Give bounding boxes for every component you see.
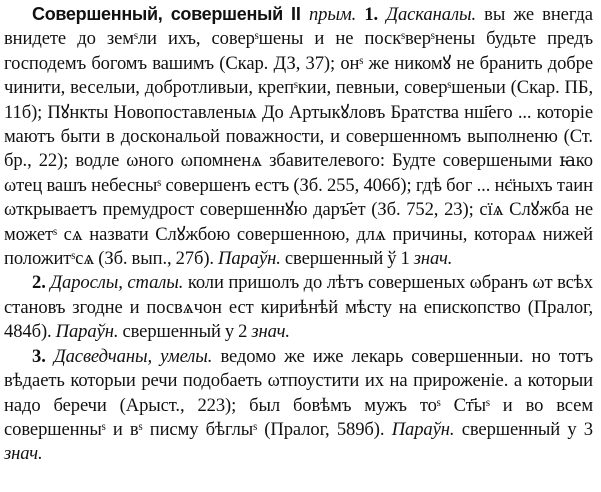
cross-reference-text: свершенный у 3 (454, 418, 593, 440)
sense-citations: коли пришолъ до лѣтъ совершеных ωбранъ ωт всѣх становъ згодне и посвѧчон ест кириѣнѣй мѣсту на епископство (Пралог, 484б). (4, 272, 593, 343)
sense-citations: ведомо же иже лекарь совершенныи. но тотъ вѣдаеть которыи речи подобаеть ωтпоустити их на прироженіе. а которыи надо беречи (Арыст., 223); был бовѣмъ мужъ тоˢ Ст҃ыˢ и во всем совершенныˢ и вˢ писму бѣглыˢ (Пралог, 589б). (4, 345, 593, 440)
sense-number: 3. (32, 345, 46, 367)
sense-number: 1. (364, 4, 379, 25)
entry-paragraph-sense-2 (4, 271, 593, 344)
sense-gloss: Дарослы, сталы. (50, 272, 184, 294)
cross-reference-znach: знач. (413, 248, 453, 270)
cross-reference-label: Параўн. (218, 248, 281, 270)
cross-reference-text: свершенный ў 1 (280, 248, 414, 270)
sense-number: 2. (32, 272, 46, 294)
sense-citations: вы же внегда внидете до земˢли ихъ, соверˢшены и не поскˢверˢнены будьте предъ господемъ богомъ вашимъ (Скар. ДЗ, 37); онˢ же никомꙋ не бранить добре чинити, веселыи, добротливыи, крепˢкии, певныи, соверˢшеныи (Скар. ПБ, 11б); Пꙋнкты Новопоставленыѧ До Артыкꙋловъ Братства нш҃его ... которіе маютъ быти в доскональой поважности, и совершенномъ выполненю (Ст. бр., 22); водле ωного ωпомненѧ збавителевого: Будте совершеными ꙗко ωтец вашъ небесныˢ совершенъ естъ (Зб. 255, 406б); гдѣ бог ... нє̈ныхъ таин ωткрываетъ премудрост совершеннꙋю даръ҃ет (Зб. 752, 23); сїѧ Слꙋжба не можетˢ сѧ назвати Слꙋжбою совершенною, длѧ причины, котораѧ нижей положитˢсѧ (Зб. вып., 27б). (4, 4, 593, 270)
cross-reference-text: свершенный у 2 (118, 321, 252, 343)
entry-paragraph-sense-3 (4, 345, 593, 467)
part-of-speech: прым. (308, 4, 357, 25)
cross-reference-znach: знач. (4, 443, 43, 465)
cross-reference-label: Параўн. (391, 418, 455, 440)
cross-reference-label: Параўн. (55, 321, 119, 343)
headword: Совершенный, совершеный (32, 4, 283, 24)
sense-gloss: Дасканалы. (386, 4, 476, 25)
sense-gloss: Дасведчаны, умелы. (53, 345, 213, 367)
homonym-number: II (291, 4, 301, 24)
entry-paragraph-sense-1 (4, 2, 593, 271)
cross-reference-znach: знач. (251, 321, 290, 343)
